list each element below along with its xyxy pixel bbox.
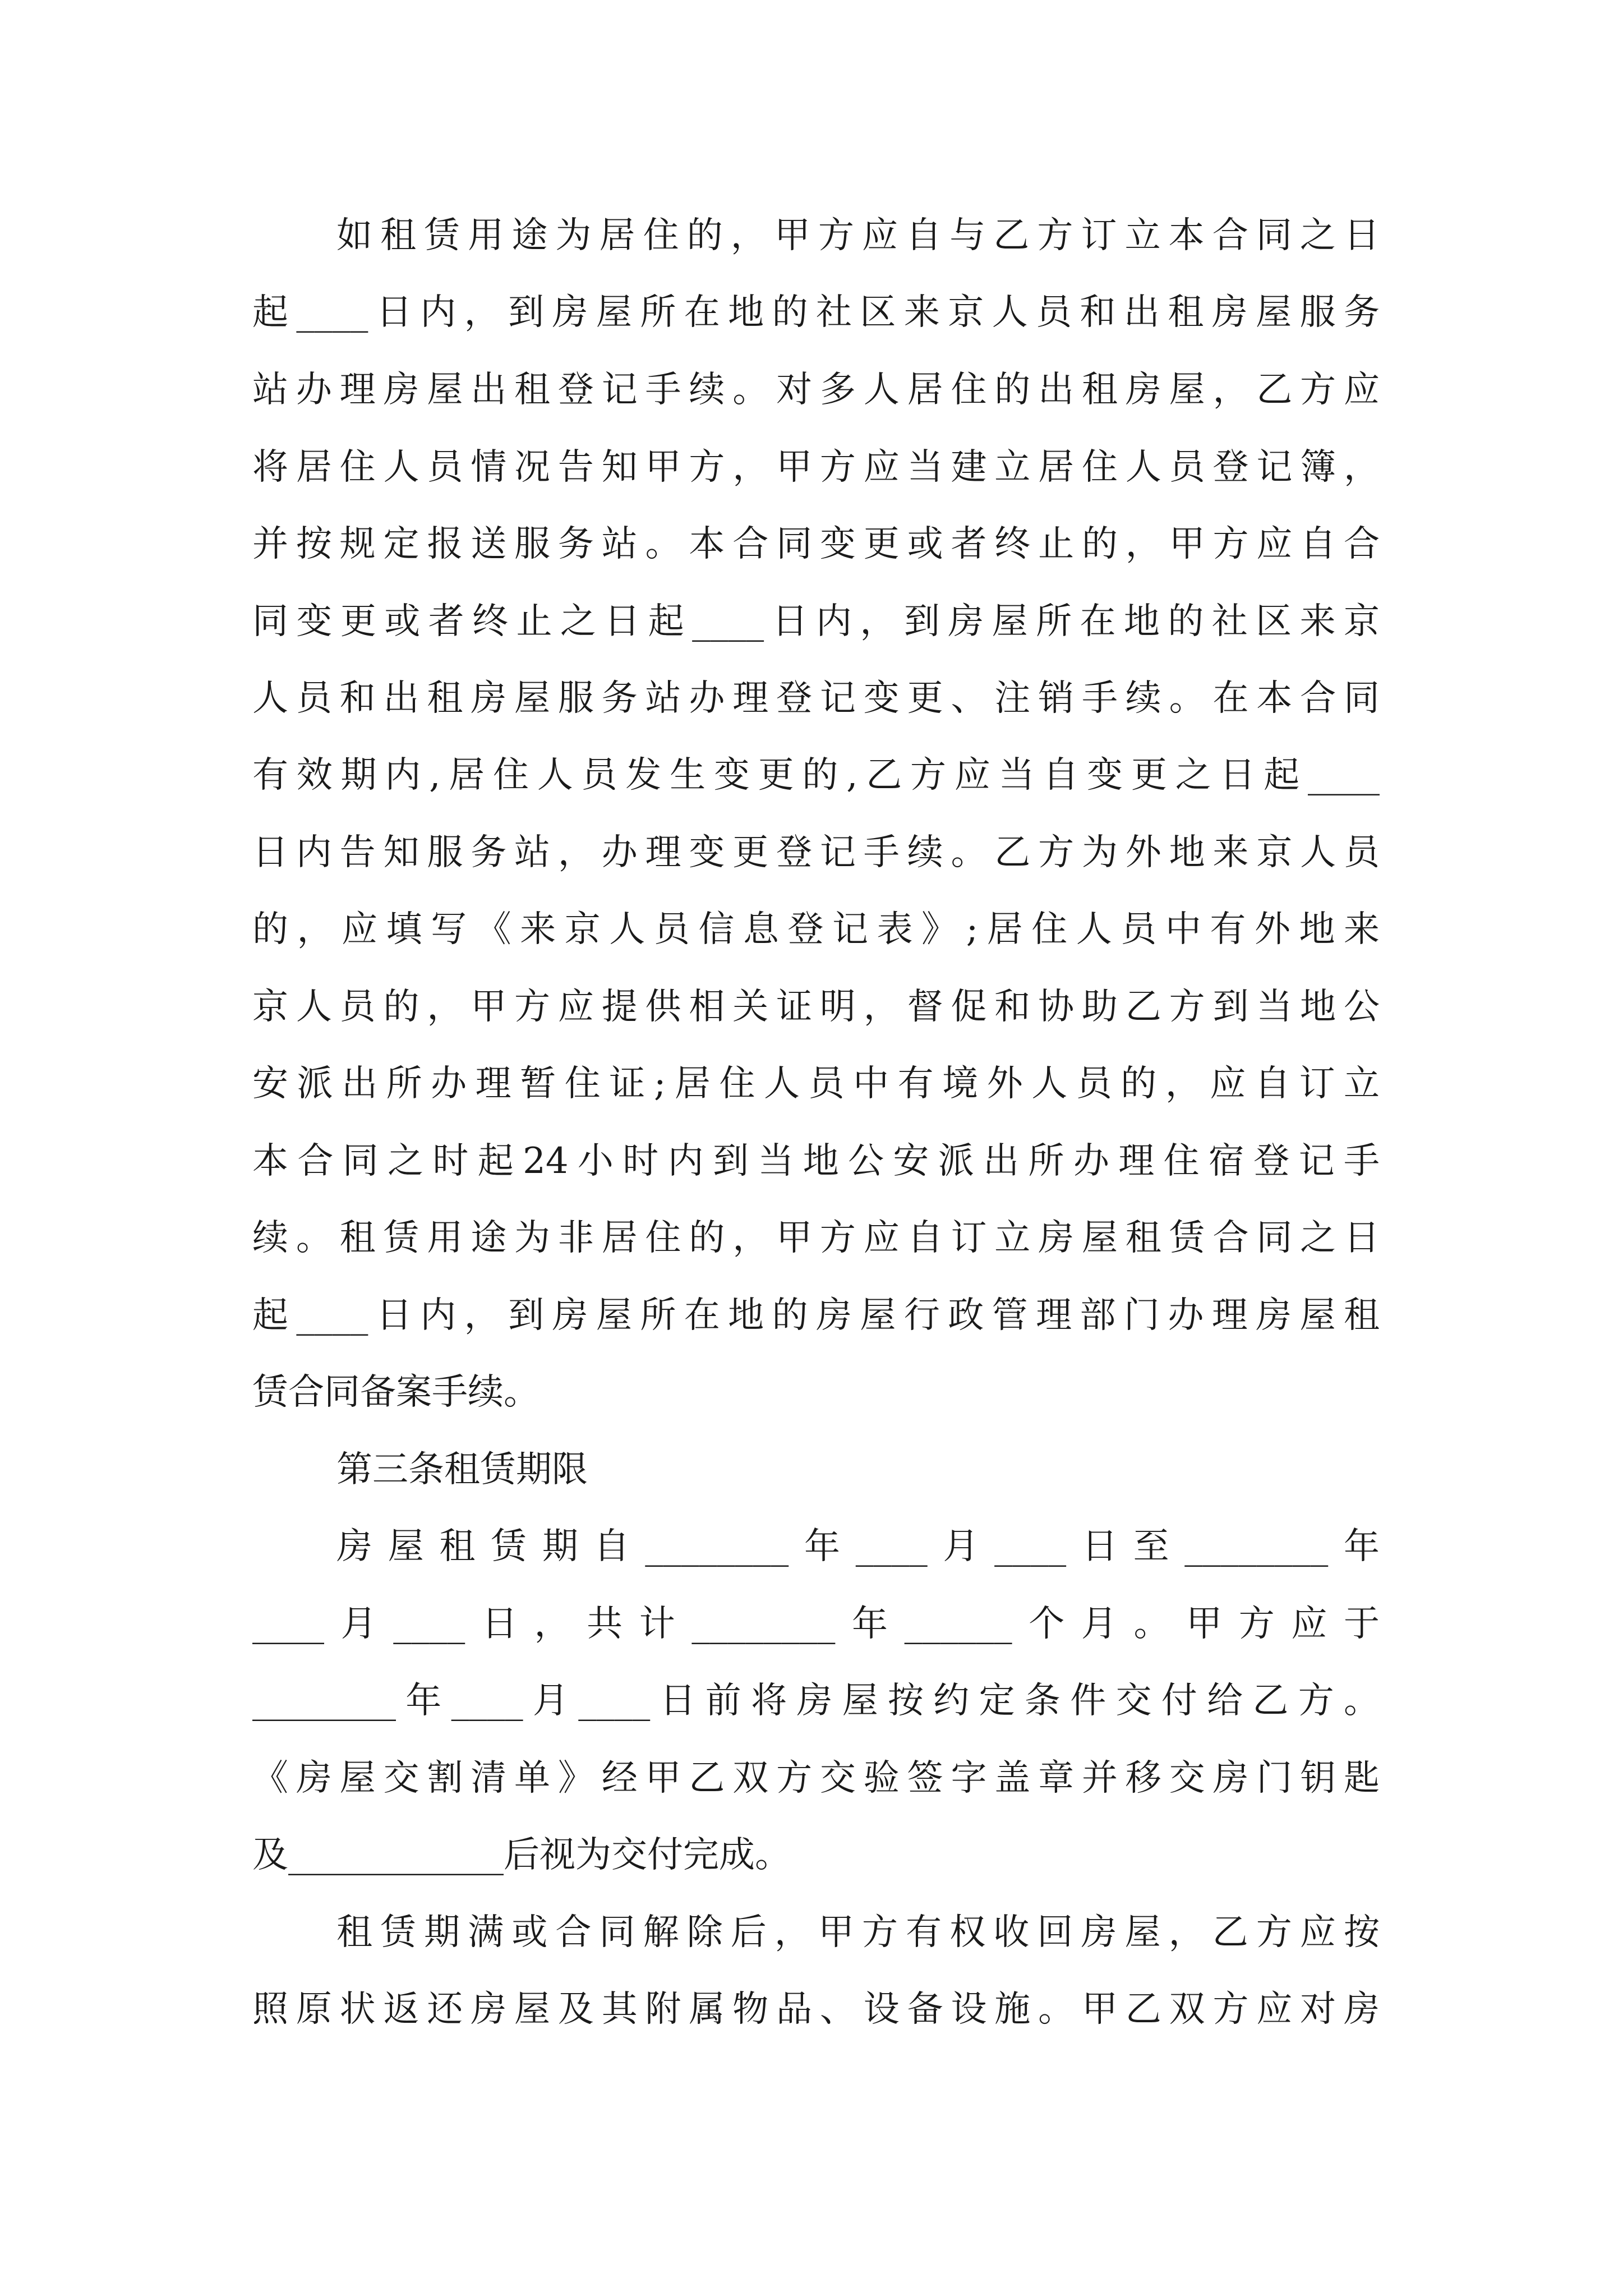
paragraph-line: 租赁期满或合同解除后，甲方有权收回房屋，乙方应按: [336, 1912, 1380, 1953]
paragraph-line: 起____日内，到房屋所在地的房屋行政管理部门办理房屋租: [252, 1295, 1380, 1336]
paragraph-line: 及____________后视为交付完成。: [252, 1834, 791, 1876]
paragraph-line: 房屋租赁期自________年____月____日至________年: [336, 1526, 1380, 1567]
paragraph-line: 续。租赁用途为非居住的，甲方应自订立房屋租赁合同之日: [252, 1217, 1380, 1259]
paragraph-line: ____月____日，共计________年______个月。甲方应于: [252, 1603, 1380, 1645]
paragraph-line: 起____日内，到房屋所在地的社区来京人员和出租房屋服务: [252, 292, 1380, 333]
section-heading: 第三条租赁期限: [336, 1449, 588, 1490]
paragraph-line: 人员和出租房屋服务站办理登记变更、注销手续。在本合同: [252, 678, 1380, 719]
paragraph-line: 日内告知服务站，办理变更登记手续。乙方为外地来京人员: [252, 832, 1380, 873]
paragraph-line: 同变更或者终止之日起____日内，到房屋所在地的社区来京: [252, 601, 1380, 642]
paragraph-line: 的，应填写《来京人员信息登记表》;居住人员中有外地来: [252, 909, 1380, 950]
paragraph-line: ________年____月____日前将房屋按约定条件交付给乙方。: [252, 1680, 1380, 1722]
paragraph-line: 安派出所办理暂住证;居住人员中有境外人员的，应自订立: [252, 1063, 1380, 1105]
paragraph-line: 并按规定报送服务站。本合同变更或者终止的，甲方应自合: [252, 523, 1380, 565]
paragraph-line: 有效期内,居住人员发生变更的,乙方应当自变更之日起____: [252, 754, 1380, 796]
paragraph-line: 本合同之时起24小时内到当地公安派出所办理住宿登记手: [252, 1140, 1380, 1182]
paragraph-line: 京人员的，甲方应提供相关证明，督促和协助乙方到当地公: [252, 986, 1380, 1028]
paragraph-line: 站办理房屋出租登记手续。对多人居住的出租房屋，乙方应: [252, 369, 1380, 411]
paragraph-line: 将居住人员情况告知甲方，甲方应当建立居住人员登记簿，: [252, 447, 1380, 488]
paragraph-line: 赁合同备案手续。: [252, 1372, 540, 1413]
paragraph-line: 照原状返还房屋及其附属物品、设备设施。甲乙双方应对房: [252, 1989, 1380, 2030]
paragraph-line: 《房屋交割清单》经甲乙双方交验签字盖章并移交房门钥匙: [252, 1757, 1380, 1799]
paragraph-line: 如租赁用途为居住的，甲方应自与乙方订立本合同之日: [336, 215, 1380, 256]
